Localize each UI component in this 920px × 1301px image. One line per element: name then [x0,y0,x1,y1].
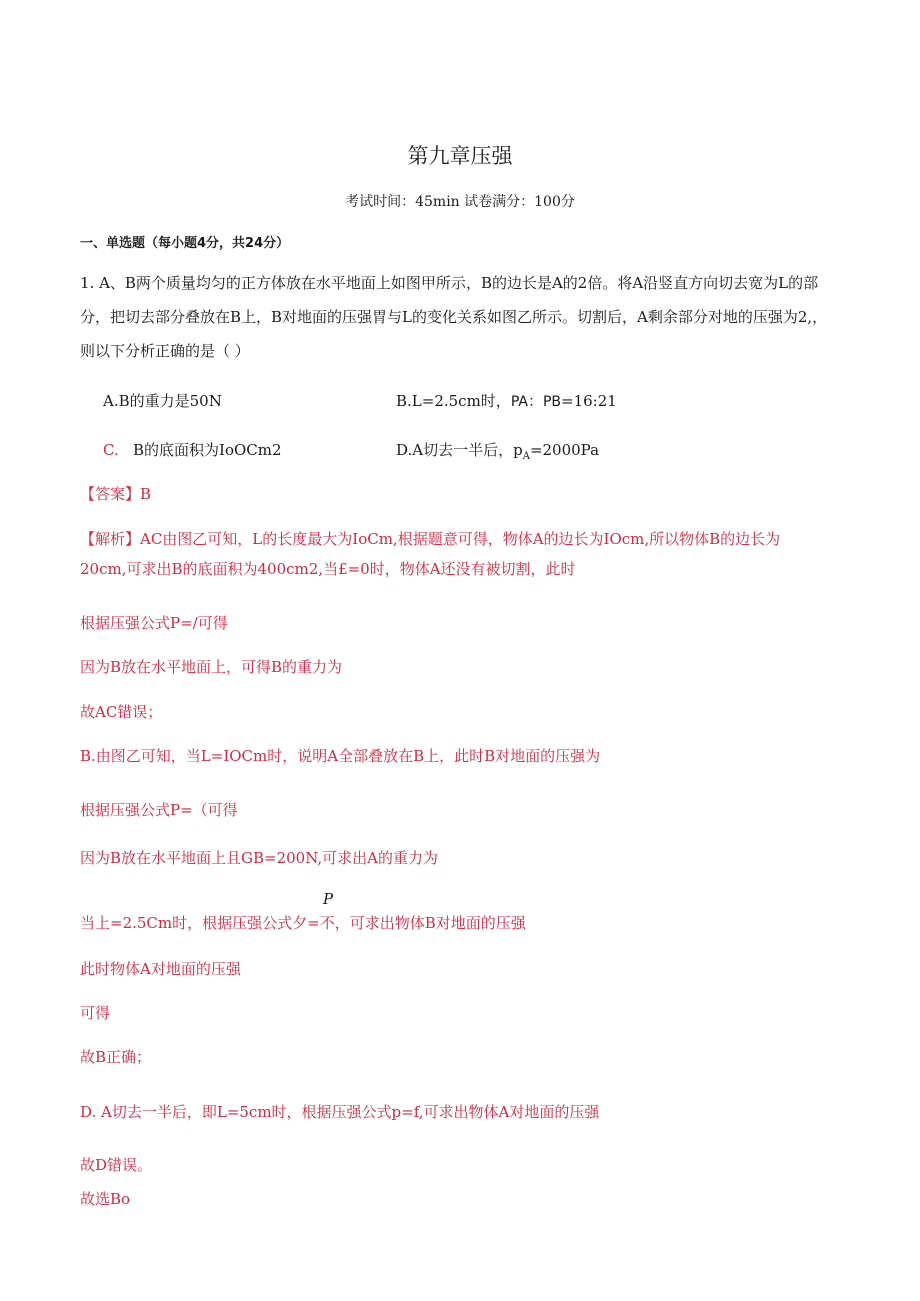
solution-line-3: 根据压强公式P=/可得 [80,614,228,632]
solution-line-12: 故B正确； [80,1048,152,1066]
option-d [396,439,599,462]
solution-line-4: 因为B放在水平地面上，可得B的重力为 [80,658,343,676]
option-b-colon: ： [527,392,543,410]
solution-line-5: 故AC错误； [80,703,163,721]
section-heading: 一、单选题（每小题4分，共24分） [80,236,290,251]
option-b-pa: PA [510,394,528,410]
solution-line-7: 根据压强公式P=（可得 [80,801,238,819]
solution-line-11: 可得 [80,1004,111,1022]
solution-line-6: B.由图乙可知，当L=IOCm时，说明A全部叠放在B上，此时B对地面的压强为 [80,747,601,765]
solution-line-14: 故D错误。 [80,1156,153,1174]
option-d-prefix: D.A切去一半后，p [396,441,523,459]
option-c [103,439,282,460]
option-d-suffix: =2000Pa [529,441,600,459]
question-text: 1. A、B两个质量均匀的正方体放在水平地面上如图甲所示，B的边长是A的2倍。将A沿竖直方向切去宽为L的部分，把切去部分叠放在B上，B对地面的压强胃与L的变化关系如图乙所示。切割后，A剩余部分对地的压强为2,，则以下分析正确的是（ ） [80,274,828,360]
exam-meta: 考试时间：45min 试卷满分：100分 [345,194,575,210]
option-b-prefix: B.L=2.5cm时， [396,392,511,410]
option-b-pb: PB [542,394,561,410]
option-b [396,390,617,411]
solution-line-13: D. A切去一半后，即L=5cm时，根据压强公式p=f,可求出物体A对地面的压强 [80,1103,600,1121]
option-c-letter: C. [103,441,119,459]
formula-superscript: P [323,890,334,908]
option-c-text: B的底面积为IoOCm2 [133,441,282,459]
answer-label: 【答案】B [80,485,152,503]
option-b-suffix: =16:21 [561,392,617,410]
analysis-line-1: 【解析】AC由图乙可知，L的长度最大为IoCm,根据题意可得，物体A的边长为IOcm,所以物体B的边长为 [80,530,781,548]
solution-line-15: 故选Bo [80,1190,131,1208]
solution-line-8: 因为B放在水平地面上且GB=200N,可求出A的重力为 [80,849,438,867]
option-d-sub: A [522,451,530,462]
solution-line-9: 当上=2.5Cm时，根据压强公式夕=不，可求出物体B对地面的压强 [80,914,526,932]
option-a: A.B的重力是50N [103,392,222,410]
solution-line-10: 此时物体A对地面的压强 [80,960,241,978]
analysis-line-2: 20cm,可求出B的底面积为400cm2,当£=0时，物体A还没有被切割，此时 [80,560,576,578]
page-title: 第九章压强 [407,144,513,168]
